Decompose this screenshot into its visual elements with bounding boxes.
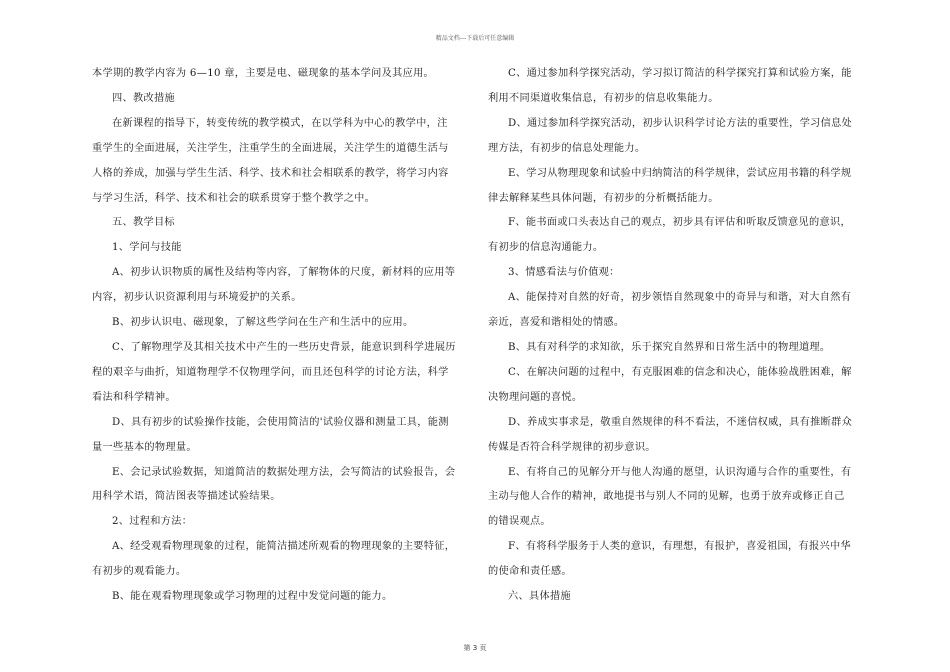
text-line: 传媒是否符合科学规律的初步意识。: [488, 441, 656, 453]
text-line: E、会记录试验数据，知道简洁的数据处理方法，会写简洁的试验报告，会: [112, 466, 456, 478]
text-line: 量一些基本的物理量。: [92, 441, 197, 453]
text-line: B、初步认识电、磁现象，了解这些学问在生产和生活中的应用。: [112, 317, 414, 329]
text-line: 利用不同渠道收集信息，有初步的信息收集能力。: [488, 92, 719, 104]
right-column: [488, 62, 858, 610]
text-line: 人格的养成，加强与学生生活、科学、技术和社会相联系的教学，将学习内容: [92, 167, 449, 179]
text-line: 有初步的信息沟通能力。: [488, 242, 604, 254]
text-line: F、有将科学服务于人类的意识，有理想，有报护，喜爱祖国，有报兴中华: [508, 541, 851, 553]
text-line: C、通过参加科学探究活动，学习拟订简洁的科学探究打算和试验方案，能: [508, 68, 852, 79]
text-line: 1、学问与技能: [112, 242, 182, 254]
left-column: [92, 62, 458, 610]
text-line: E、学习从物理现象和试验中归纳简洁的科学规律，尝试应用书籍的科学规: [508, 167, 852, 179]
text-line: 有初步的观看能力。: [92, 566, 187, 578]
page-header: 精品文档---下载后可任意编辑: [435, 35, 515, 42]
text-line: 的使命和责任感。: [488, 566, 572, 578]
text-line: F、能书面或口头表达自己的观点，初步具有评估和听取反馈意见的意识，: [508, 217, 851, 229]
text-line: 在新课程的指导下，转变传统的教学模式，在以学科为中心的教学中，注: [112, 117, 448, 129]
text-line: 内容，初步认识资源利用与环境爱护的关系。: [92, 292, 302, 304]
text-line: 本学期的教学内容为 6—10 章，主要是电、磁现象的基本学问及其应用。: [92, 68, 435, 79]
text-line: 主动与他人合作的精神，敢地提书与别人不同的见解，也勇于放弃或修正自己: [488, 491, 845, 503]
text-line: 与学习生活，科学、技术和社会的联系贯穿于整个教学之中。: [92, 192, 376, 204]
text-line: D、具有初步的试验操作技能，会使用简洁的'试验仪器和测量工具，能测: [112, 416, 449, 428]
text-line: 理方法，有初步的信息处理能力。: [488, 142, 646, 154]
text-line: A、初步认识物质的属性及结构等内容，了解物体的尺度，新材料的应用等: [112, 267, 456, 279]
text-line: 2、过程和方法：: [112, 516, 193, 528]
text-line: C、在解决问题的过程中，有克服困难的信念和决心，能体验战胜困难，解: [508, 366, 852, 378]
text-line: 看法和科学精神。: [92, 391, 176, 403]
text-line: E、有将自己的见解分开与他人沟通的愿望，认识沟通与合作的重要性，有: [508, 466, 852, 478]
text-line: A、经受观看物理现象的过程，能简洁描述所观看的物理现象的主要特征，: [112, 541, 456, 553]
text-line: 用科学术语，简洁图表等描述试验结果。: [92, 491, 281, 503]
text-line: C、了解物理学及其相关技术中产生的一些历史背景，能意识到科学进展历: [112, 341, 456, 353]
text-line: D、养成实事求是，敬重自然规律的科不看法，不迷信权威，具有推断群众: [508, 416, 853, 428]
text-line: 程的艰辛与曲折，知道物理学不仅物理学问，而且还包科学的讨论方法，科学: [92, 366, 449, 378]
text-line: 律去解释某些具体问题，有初步的分析概括能力。: [488, 192, 719, 204]
text-line: 决物理问题的喜悦。: [488, 391, 583, 403]
text-line: 四、教改措施: [112, 92, 175, 104]
page-number: 第 3 页: [463, 644, 487, 652]
text-line: A、能保持对自然的好奇，初步领悟自然现象中的奇异与和谐，对大自然有: [508, 292, 852, 304]
text-line: 重学生的全面进展，关注学生，注重学生的全面进展，关注学生的道德生活与: [92, 142, 449, 154]
text-line: 六、具体措施: [508, 591, 571, 603]
text-line: B、能在观看物理现象或学习物理的过程中发觉问题的能力。: [112, 591, 393, 603]
text-line: 3、情感看法与价值观：: [508, 267, 620, 279]
text-line: 五、教学目标: [112, 217, 175, 229]
text-line: B、具有对科学的求知欲，乐于探究自然界和日常生活中的物理道理。: [508, 341, 831, 353]
text-line: 亲近，喜爱和谐相处的情感。: [488, 317, 625, 329]
text-line: 的错误观点。: [488, 516, 551, 528]
text-line: D、通过参加科学探究活动，初步认识科学讨论方法的重要性，学习信息处: [508, 117, 853, 129]
